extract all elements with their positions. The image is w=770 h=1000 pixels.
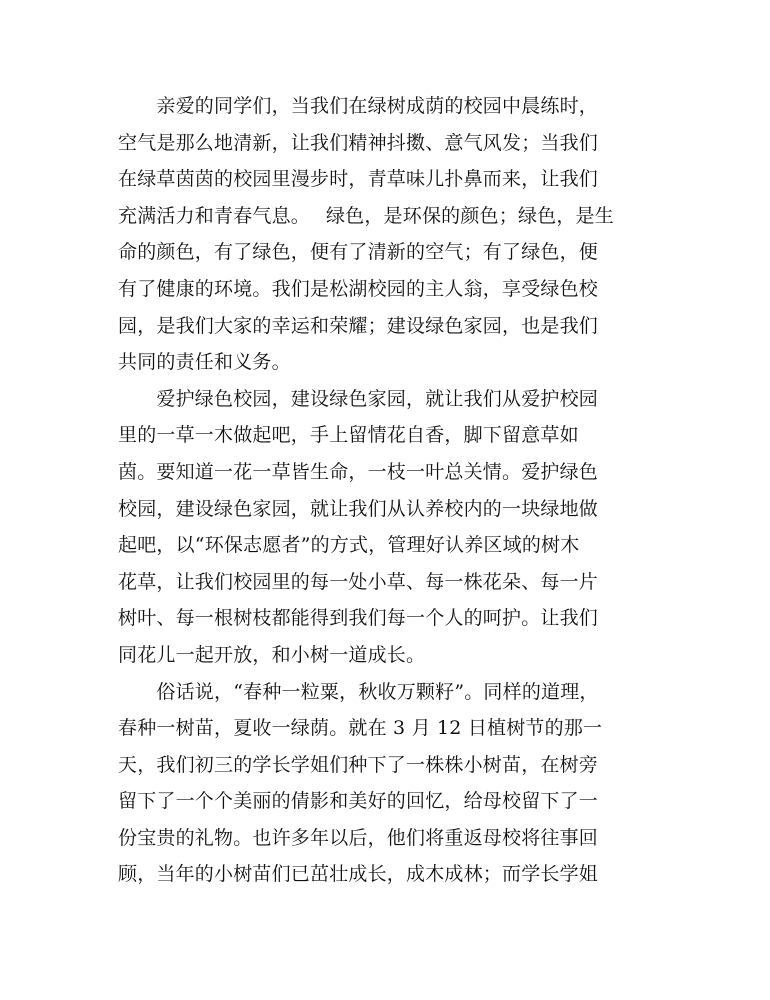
text-line: 春种一树苗，夏收一绿荫。就在 3 月 12 日植树节的那一 [118,717,603,740]
text-line: 在绿草茵茵的校园里漫步时，青草味儿扑鼻而来，让我们 [118,168,599,191]
text-line: 顾，当年的小树苗们已茁壮成长，成木成林；而学长学姐 [118,863,599,886]
text-line: 空气是那么地清新，让我们精神抖擞、意气风发；当我们 [118,131,599,154]
text-line: 爱护绿色校园，建设绿色家园，就让我们从爱护校园 [118,387,599,410]
text-line: 天，我们初三的学长学姐们种下了一株株小树苗，在树旁 [118,753,599,776]
text-line: 校园，建设绿色家园，就让我们从认养校内的一块绿地做 [118,497,599,520]
text-line: 树叶、每一根树枝都能得到我们每一个人的呵护。让我们 [118,607,599,630]
text-line: 起吧，以“环保志愿者”的方式，管理好认养区域的树木 [118,534,580,557]
text-line: 里的一草一木做起吧，手上留情花自香，脚下留意草如 [118,424,579,447]
text-line: 花草，让我们校园里的每一处小草、每一株花朵、每一片 [118,570,599,593]
text-line: 命的颜色，有了绿色，便有了清新的空气；有了绿色，便 [118,241,599,264]
text-line: 园，是我们大家的幸运和荣耀；建设绿色家园，也是我们 [118,314,599,337]
text-line: 有了健康的环境。我们是松湖校园的主人翁，享受绿色校 [118,277,599,300]
text-line: 共同的责任和义务。 [118,351,291,374]
body-text [118,88,658,893]
text-line: 茵。要知道一花一草皆生命，一枝一叶总关情。爱护绿色 [118,460,599,483]
text-line: 份宝贵的礼物。也许多年以后，他们将重返母校将往事回 [118,826,599,849]
text-line: 俗话说，“春种一粒粟，秋收万颗籽”。同样的道理， [118,680,599,703]
text-line: 同花儿一起开放，和小树一道成长。 [118,643,426,666]
text-line: 亲爱的同学们，当我们在绿树成荫的校园中晨练时， [118,95,599,117]
text-line: 充满活力和青春气息。 绿色，是环保的颜色；绿色，是生 [118,204,614,227]
text-line: 留下了一个个美丽的倩影和美好的回忆，给母校留下了一 [118,790,599,813]
